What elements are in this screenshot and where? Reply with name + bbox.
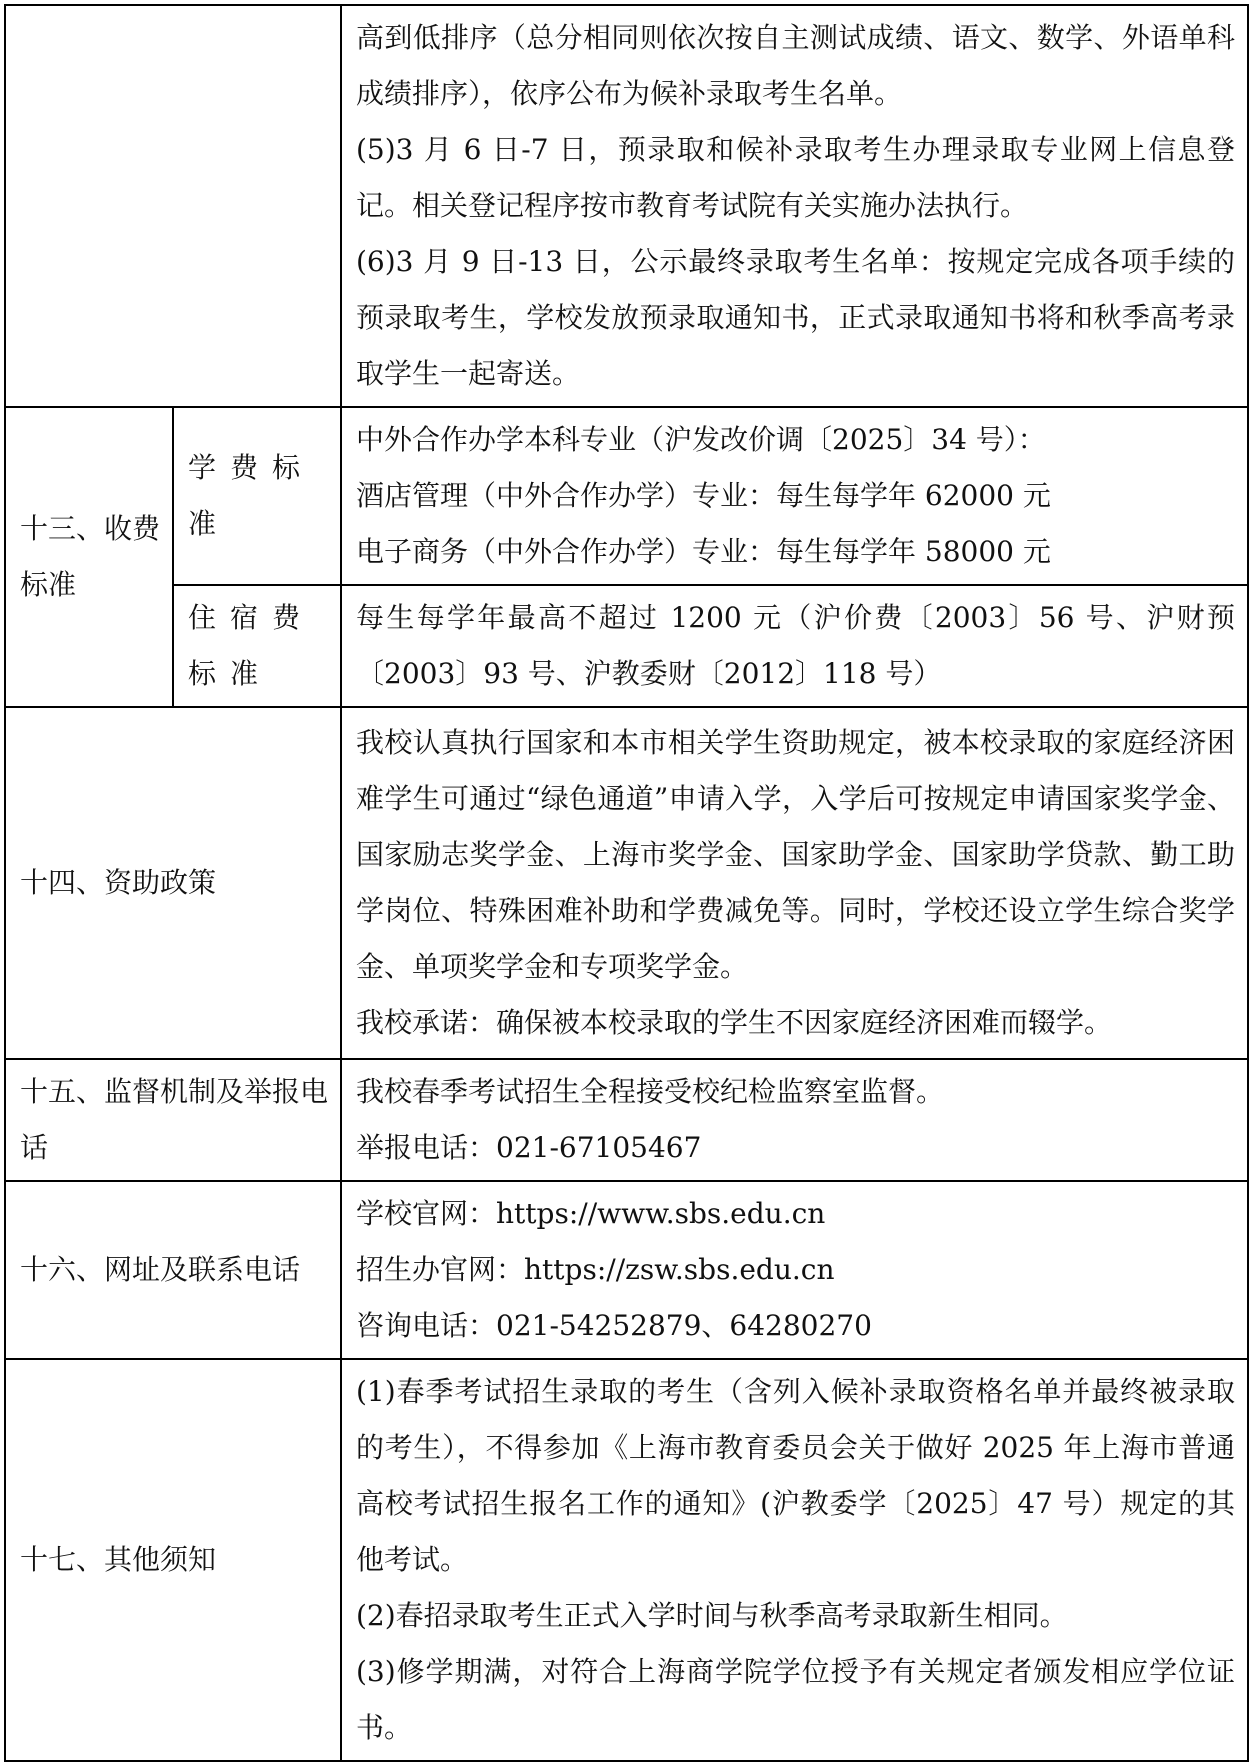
admission-line-2: (5)3 月 6 日-7 日，预录取和候补录取考生办理录取专业网上信息登记。相关登记程序按市教育考试院有关实施办法执行。 — [356, 133, 1235, 222]
supervision-line-1: 我校春季考试招生全程接受校纪检监察室监督。 — [356, 1075, 945, 1108]
dorm-content — [341, 585, 1248, 707]
dorm-text: 每生每学年最高不超过 1200 元（沪价费〔2003〕56 号、沪财预〔2003〕93 号、沪教委财〔2012〕118 号） — [356, 601, 1235, 690]
empty-label-cell — [5, 5, 341, 407]
aid-row — [5, 707, 1248, 1059]
tuition-line-3: 电子商务（中外合作办学）专业：每生每学年 58000 元 — [356, 535, 1051, 568]
aid-label: 十四、资助政策 — [5, 707, 341, 1059]
dorm-label: 住宿费标准 — [173, 585, 341, 707]
supervision-content — [341, 1059, 1248, 1181]
other-content — [341, 1359, 1248, 1761]
aid-line-1: 我校认真执行国家和本市相关学生资助规定，被本校录取的家庭经济困难学生可通过“绿色通道”申请入学，入学后可按规定申请国家奖学金、国家励志奖学金、上海市奖学金、国家助学金、国家助学贷款、勤工助学岗位、特殊困难补助和学费减免等。同时，学校还设立学生综合奖学金、单项奖学金和专项奖学金。 — [356, 726, 1235, 983]
other-line-3: (3)修学期满，对符合上海商学院学位授予有关规定者颁发相应学位证书。 — [356, 1655, 1235, 1744]
tuition-line-1: 中外合作办学本科专业（沪发改价调〔2025〕34 号）： — [356, 423, 1046, 456]
contact-label: 十六、网址及联系电话 — [5, 1181, 341, 1359]
fees-section-label: 十三、收费标准 — [5, 407, 173, 707]
tuition-content — [341, 407, 1248, 585]
other-row — [5, 1359, 1248, 1761]
contact-website: 学校官网：https://www.sbs.edu.cn — [356, 1197, 826, 1230]
fees-dorm-row — [5, 585, 1248, 707]
admission-continued-content — [341, 5, 1248, 407]
contact-admissions-site: 招生办官网：https://zsw.sbs.edu.cn — [356, 1253, 835, 1286]
aid-line-2: 我校承诺：确保被本校录取的学生不因家庭经济困难而辍学。 — [356, 1006, 1113, 1039]
supervision-row — [5, 1059, 1248, 1181]
contact-content — [341, 1181, 1248, 1359]
admission-continued-row — [5, 5, 1248, 407]
other-label: 十七、其他须知 — [5, 1359, 341, 1761]
tuition-label: 学费标准 — [173, 407, 341, 585]
contact-row — [5, 1181, 1248, 1359]
admission-line-3: (6)3 月 9 日-13 日，公示最终录取考生名单：按规定完成各项手续的预录取考生，学校发放预录取通知书，正式录取通知书将和秋季高考录取学生一起寄送。 — [356, 245, 1235, 390]
supervision-line-2: 举报电话：021-67105467 — [356, 1131, 702, 1164]
supervision-label: 十五、监督机制及举报电话 — [5, 1059, 341, 1181]
aid-content — [341, 707, 1248, 1059]
policy-table — [4, 4, 1249, 1762]
other-line-1: (1)春季考试招生录取的考生（含列入候补录取资格名单并最终被录取的考生），不得参加《上海市教育委员会关于做好 2025 年上海市普通高校考试招生报名工作的通知》(沪教委学〔2025〕47 号）规定的其他考试。 — [356, 1375, 1235, 1576]
other-line-2: (2)春招录取考生正式入学时间与秋季高考录取新生相同。 — [356, 1599, 1068, 1632]
tuition-line-2: 酒店管理（中外合作办学）专业：每生每学年 62000 元 — [356, 479, 1051, 512]
fees-tuition-row — [5, 407, 1248, 585]
admission-line-1: 高到低排序（总分相同则依次按自主测试成绩、语文、数学、外语单科成绩排序），依序公布为候补录取考生名单。 — [356, 21, 1235, 110]
contact-phone: 咨询电话：021-54252879、64280270 — [356, 1309, 872, 1342]
